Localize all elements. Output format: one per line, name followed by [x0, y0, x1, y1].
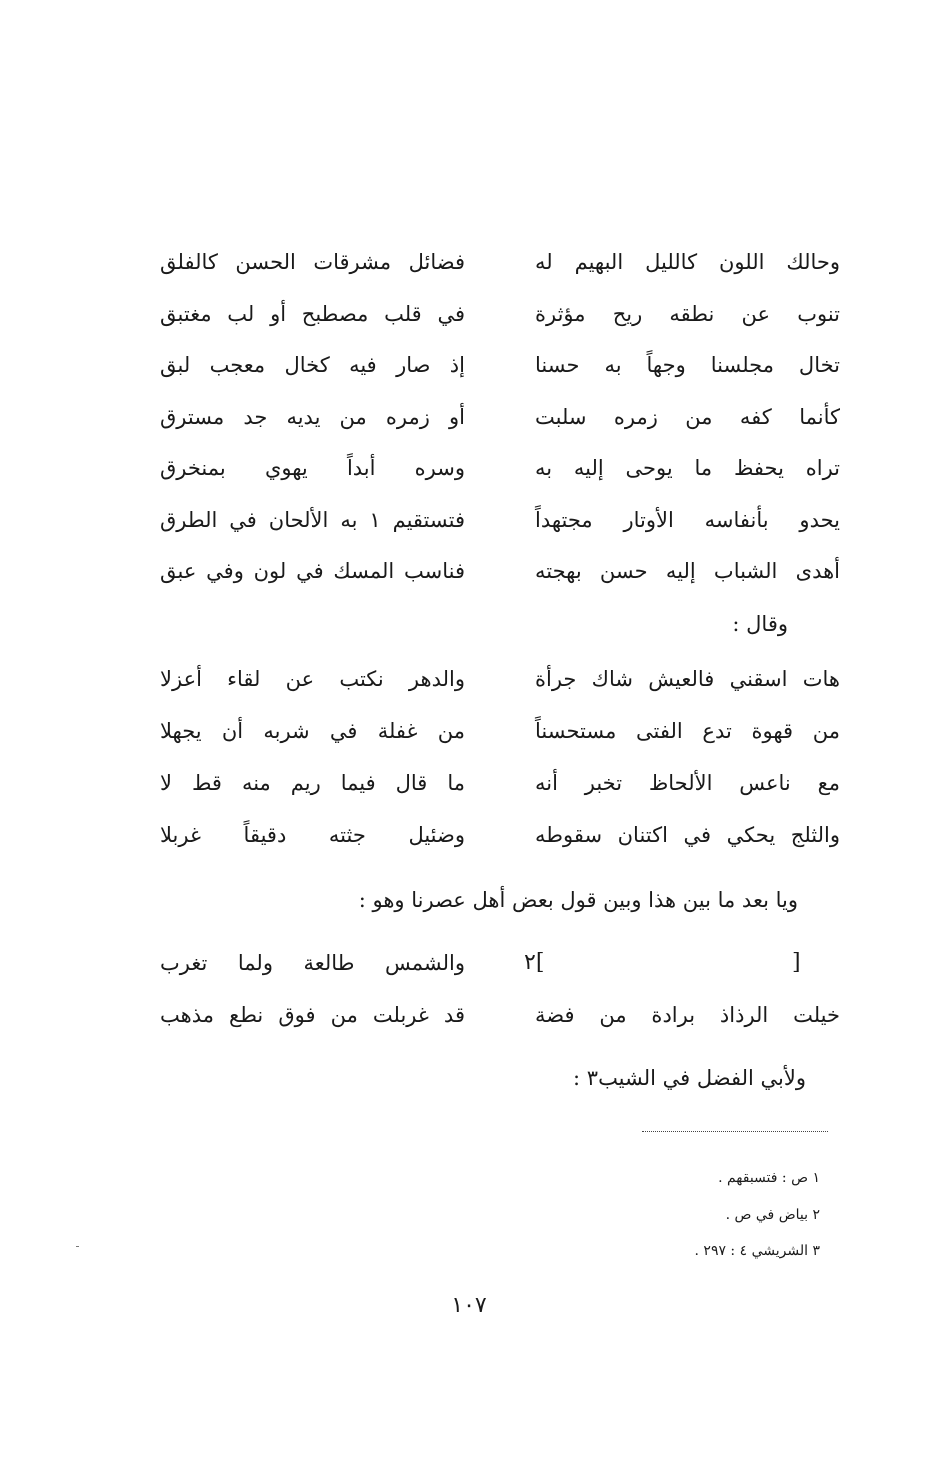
verse-second-hemistich: ما قال فيما ريم منه قط لا	[160, 771, 465, 795]
verse-second-hemistich: فتستقيم ١ به الألحان في الطرق	[160, 507, 465, 532]
verse-first-hemistich: أهدى الشباب إليه حسن بهجته	[535, 559, 840, 583]
verse-second-hemistich: فناسب المسك في لون وفي عبق	[160, 559, 465, 583]
verse-first-hemistich: تخال مجلسنا وجهاً به حسنا	[535, 353, 840, 377]
verse-first-hemistich: مع ناعس الألحاظ تخبر أنه	[535, 771, 840, 795]
verse-first-hemistich: وحالك اللون كالليل البهيم له	[535, 250, 840, 274]
lacuna-bracket-close: ]٢	[524, 950, 545, 975]
verse-line	[160, 355, 840, 376]
verse-second-hemistich: والدهر نكتب عن لقاء أعزلا	[160, 667, 465, 691]
verse-first-hemistich: خيلت الرذاذ برادة من فضة	[535, 1003, 840, 1027]
verse-first-hemistich: هات اسقني فالعيش شاك جرأة	[535, 667, 840, 691]
verse-second-hemistich: وضئيل جثته دقيقاً غربلا	[160, 823, 465, 847]
verse-first-hemistich: تراه يحفظ ما يوحى إليه به	[535, 456, 840, 480]
footnote: ١ ص : فتسبقهم .	[718, 1170, 820, 1186]
verse-line	[160, 1005, 840, 1026]
intro-line-4: ولأبي الفضل في الشيب٣ :	[573, 1066, 806, 1090]
verse-line	[160, 301, 840, 326]
verse-line	[160, 561, 840, 582]
verse-line	[160, 252, 840, 273]
intro-line-3: ويا بعد ما بين هذا وبين قول بعض أهل عصرنا وهو :	[358, 888, 798, 912]
verse-first-hemistich: تنوب عن نطقه ريح مؤثرة	[535, 301, 840, 326]
verse-second-hemistich: قد غربلت من فوق نطع مذهب	[160, 1003, 465, 1027]
verse-second-hemistich: في قلب مصطبح أو لب مغتبق	[160, 301, 465, 326]
verse-second-hemistich: من غفلة في شربه أن يجهلا	[160, 719, 465, 743]
footnote: ٣ الشريشي ٤ : ٢٩٧ .	[694, 1243, 820, 1259]
verse-line	[160, 773, 840, 794]
verse-line	[160, 669, 840, 690]
verse-first-hemistich	[535, 953, 840, 974]
verse-line	[160, 404, 840, 429]
verse-second-hemistich: وسره أبداً يهوي بمنخرق	[160, 456, 465, 480]
footnote-separator	[642, 1131, 828, 1132]
scan-speck	[76, 1246, 79, 1247]
verse-line	[160, 825, 840, 846]
verse-first-hemistich: يحدو بأنفاسه الأوتار مجتهداً	[535, 507, 840, 532]
verse-line	[160, 507, 840, 532]
verse-first-hemistich: من قهوة تدع الفتى مستحسناً	[535, 719, 840, 743]
page-number: ١٠٧	[451, 1293, 487, 1318]
verse-first-hemistich: كأنما كفه من زمره سلبت	[535, 404, 840, 429]
intro-line-2: وقال :	[732, 612, 788, 636]
verse-line	[160, 953, 840, 974]
verse-second-hemistich: أو زمره من يديه جد مسترق	[160, 404, 465, 429]
verse-second-hemistich: إذ صار فيه كخال معجب لبق	[160, 353, 465, 377]
verse-second-hemistich: فضائل مشرقات الحسن كالفلق	[160, 250, 465, 274]
verse-second-hemistich: والشمس طالعة ولما تغرب	[160, 951, 465, 975]
verse-line	[160, 721, 840, 742]
verse-first-hemistich: والثلج يحكي في اكتنان سقوطه	[535, 823, 840, 847]
footnote: ٢ بياض في ص .	[725, 1207, 820, 1223]
verse-line	[160, 458, 840, 479]
lacuna-bracket-open: [	[792, 950, 801, 975]
